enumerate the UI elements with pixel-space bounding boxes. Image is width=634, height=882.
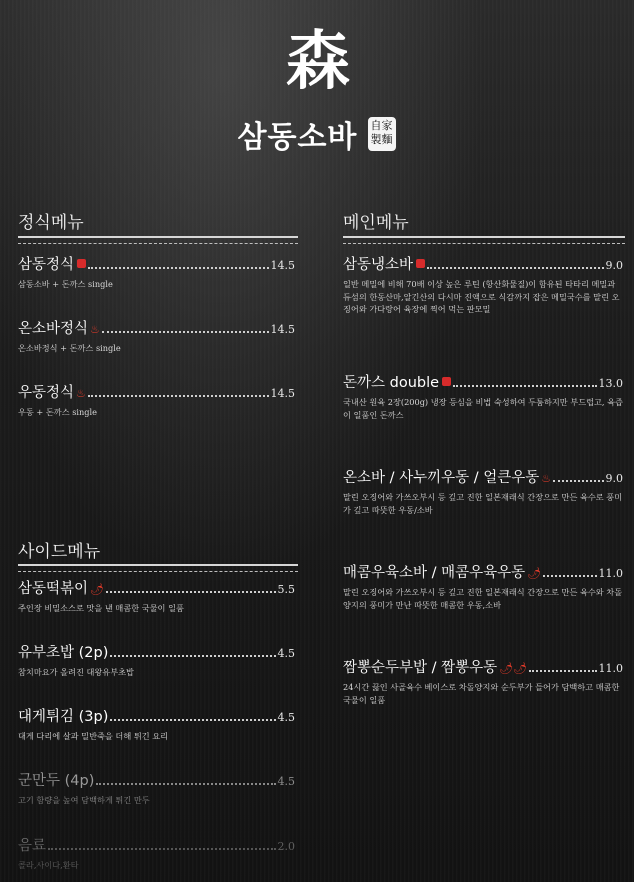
side-menu-title: 사이드메뉴	[18, 542, 101, 562]
signature-badge-icon	[77, 259, 86, 268]
item-description: 고기 함량을 높여 담백하게 튀긴 만두	[18, 795, 150, 805]
item-name: 삼동정식	[18, 257, 75, 273]
hot-bowl-icon: ♨	[90, 323, 100, 336]
item-description: 말린 오징어와 가쓰오부시 등 깊고 진한 일본재래식 간장으로 만든 육수와 차돌양지의 풍미가 만난 따뜻한 매콤한 우동,소바	[343, 587, 623, 610]
item-price: 14.5	[270, 387, 295, 400]
item-price: 14.5	[270, 323, 295, 336]
item-name: 온소바정식	[18, 321, 89, 337]
item-price: 5.5	[277, 583, 295, 596]
item-price: 13.0	[598, 377, 623, 390]
chili-icon: 🌶	[90, 583, 105, 596]
item-name: 삼동떡볶이	[18, 581, 89, 597]
item-name: 대게튀김 (3p)	[18, 709, 109, 725]
hot-bowl-icon: ♨	[541, 472, 552, 485]
leader-dots	[110, 655, 275, 657]
menu-item[interactable]	[18, 577, 295, 615]
menu-item[interactable]	[18, 705, 295, 743]
item-description: 콜라,사이다,환타	[18, 860, 79, 870]
homemade-seal: 自家 製麵	[367, 116, 397, 152]
item-price: 4.5	[277, 647, 295, 660]
item-description: 삼동소바 + 돈까스 single	[18, 279, 113, 289]
item-name: 짬뽕순두부밥 / 짬뽕우동	[343, 660, 498, 676]
leader-dots	[543, 575, 596, 577]
set-menu-title: 정식메뉴	[18, 213, 84, 233]
menu-item[interactable]	[18, 769, 295, 807]
leader-dots	[553, 480, 603, 482]
item-name: 돈까스 double	[343, 375, 440, 391]
brand-logo	[0, 26, 634, 98]
leader-dots	[529, 670, 596, 672]
item-name: 매콤우육소바 / 매콤우육우동	[343, 565, 526, 581]
menu-item[interactable]	[343, 561, 623, 611]
item-price: 11.0	[598, 662, 623, 675]
item-price: 2.0	[277, 840, 295, 853]
signature-badge-icon	[416, 259, 425, 268]
item-description: 국내산 원육 2장(200g) 냉장 등심을 비법 숙성하여 두툼하지만 부드럽고, 육즙이 일품인 돈까스	[343, 397, 623, 420]
menu-item[interactable]	[18, 253, 295, 291]
leader-dots	[102, 331, 269, 333]
menu-item[interactable]	[343, 466, 623, 516]
logo-mark: 森	[286, 24, 348, 99]
item-name: 군만두 (4p)	[18, 773, 95, 789]
item-description: 말린 오징어와 가쓰오부시 등 깊고 진한 일본재래식 간장으로 만든 육수로 풍미가 깊고 따뜻한 우동/소바	[343, 492, 623, 515]
menu-item[interactable]	[18, 834, 295, 872]
chili-icon: 🌶	[527, 567, 542, 580]
leader-dots	[48, 848, 275, 850]
item-name: 삼동냉소바	[343, 257, 414, 273]
item-price: 4.5	[277, 711, 295, 724]
item-name: 온소바 / 사누끼우동 / 얼큰우동	[343, 470, 540, 486]
menu-item[interactable]	[343, 253, 623, 316]
brand-row	[0, 112, 634, 156]
main-menu-divider	[343, 236, 625, 244]
item-description: 일반 메밀에 비해 70배 이상 높은 루틴 (항산화물질)이 함유된 타타리 메밀과 듀섬의 한동산마,알긴산의 다시마 진액으로 식감까지 잡은 메밀국수를 말린 오징어와 가다랑어 육장에 찍어 먹는 판모밀	[343, 279, 620, 314]
hot-bowl-icon: ♨	[76, 387, 86, 400]
set-menu-divider	[18, 236, 298, 244]
menu-item[interactable]	[18, 381, 295, 419]
side-menu-divider	[18, 564, 298, 572]
item-price: 9.0	[605, 472, 623, 485]
leader-dots	[88, 267, 268, 269]
item-name: 음료	[18, 838, 47, 854]
item-price: 9.0	[605, 259, 623, 272]
item-description: 대게 다리에 살과 밀반죽을 더해 튀긴 요리	[18, 731, 169, 741]
leader-dots	[427, 267, 603, 269]
item-price: 11.0	[598, 567, 623, 580]
item-price: 4.5	[277, 775, 295, 788]
item-description: 참치마요가 올려진 대왕유부초밥	[18, 667, 134, 677]
leader-dots	[110, 719, 275, 721]
main-menu-title: 메인메뉴	[343, 213, 409, 233]
item-description: 주인장 비밀소스로 맛을 낸 매콤한 국물이 일품	[18, 603, 184, 613]
leader-dots	[96, 783, 275, 785]
item-description: 우동 + 돈까스 single	[18, 407, 98, 417]
brand-name: 삼동소바	[237, 120, 358, 155]
signature-badge-icon	[442, 377, 451, 386]
item-name: 우동정식	[18, 385, 75, 401]
item-price: 14.5	[270, 259, 295, 272]
item-name: 유부초밥 (2p)	[18, 645, 109, 661]
item-description: 온소바정식 + 돈까스 single	[18, 343, 121, 353]
menu-item[interactable]	[18, 641, 295, 679]
menu-item[interactable]	[343, 656, 623, 706]
leader-dots	[453, 385, 596, 387]
menu-item[interactable]	[343, 371, 623, 421]
leader-dots	[106, 591, 275, 593]
item-description: 24시간 끓인 사골육수 베이스로 차돌양지와 순두부가 들어가 담백하고 매콤한 국물이 일품	[343, 682, 620, 705]
menu-item[interactable]	[18, 317, 295, 355]
double-chili-icon: 🌶🌶	[499, 662, 528, 675]
leader-dots	[88, 395, 269, 397]
